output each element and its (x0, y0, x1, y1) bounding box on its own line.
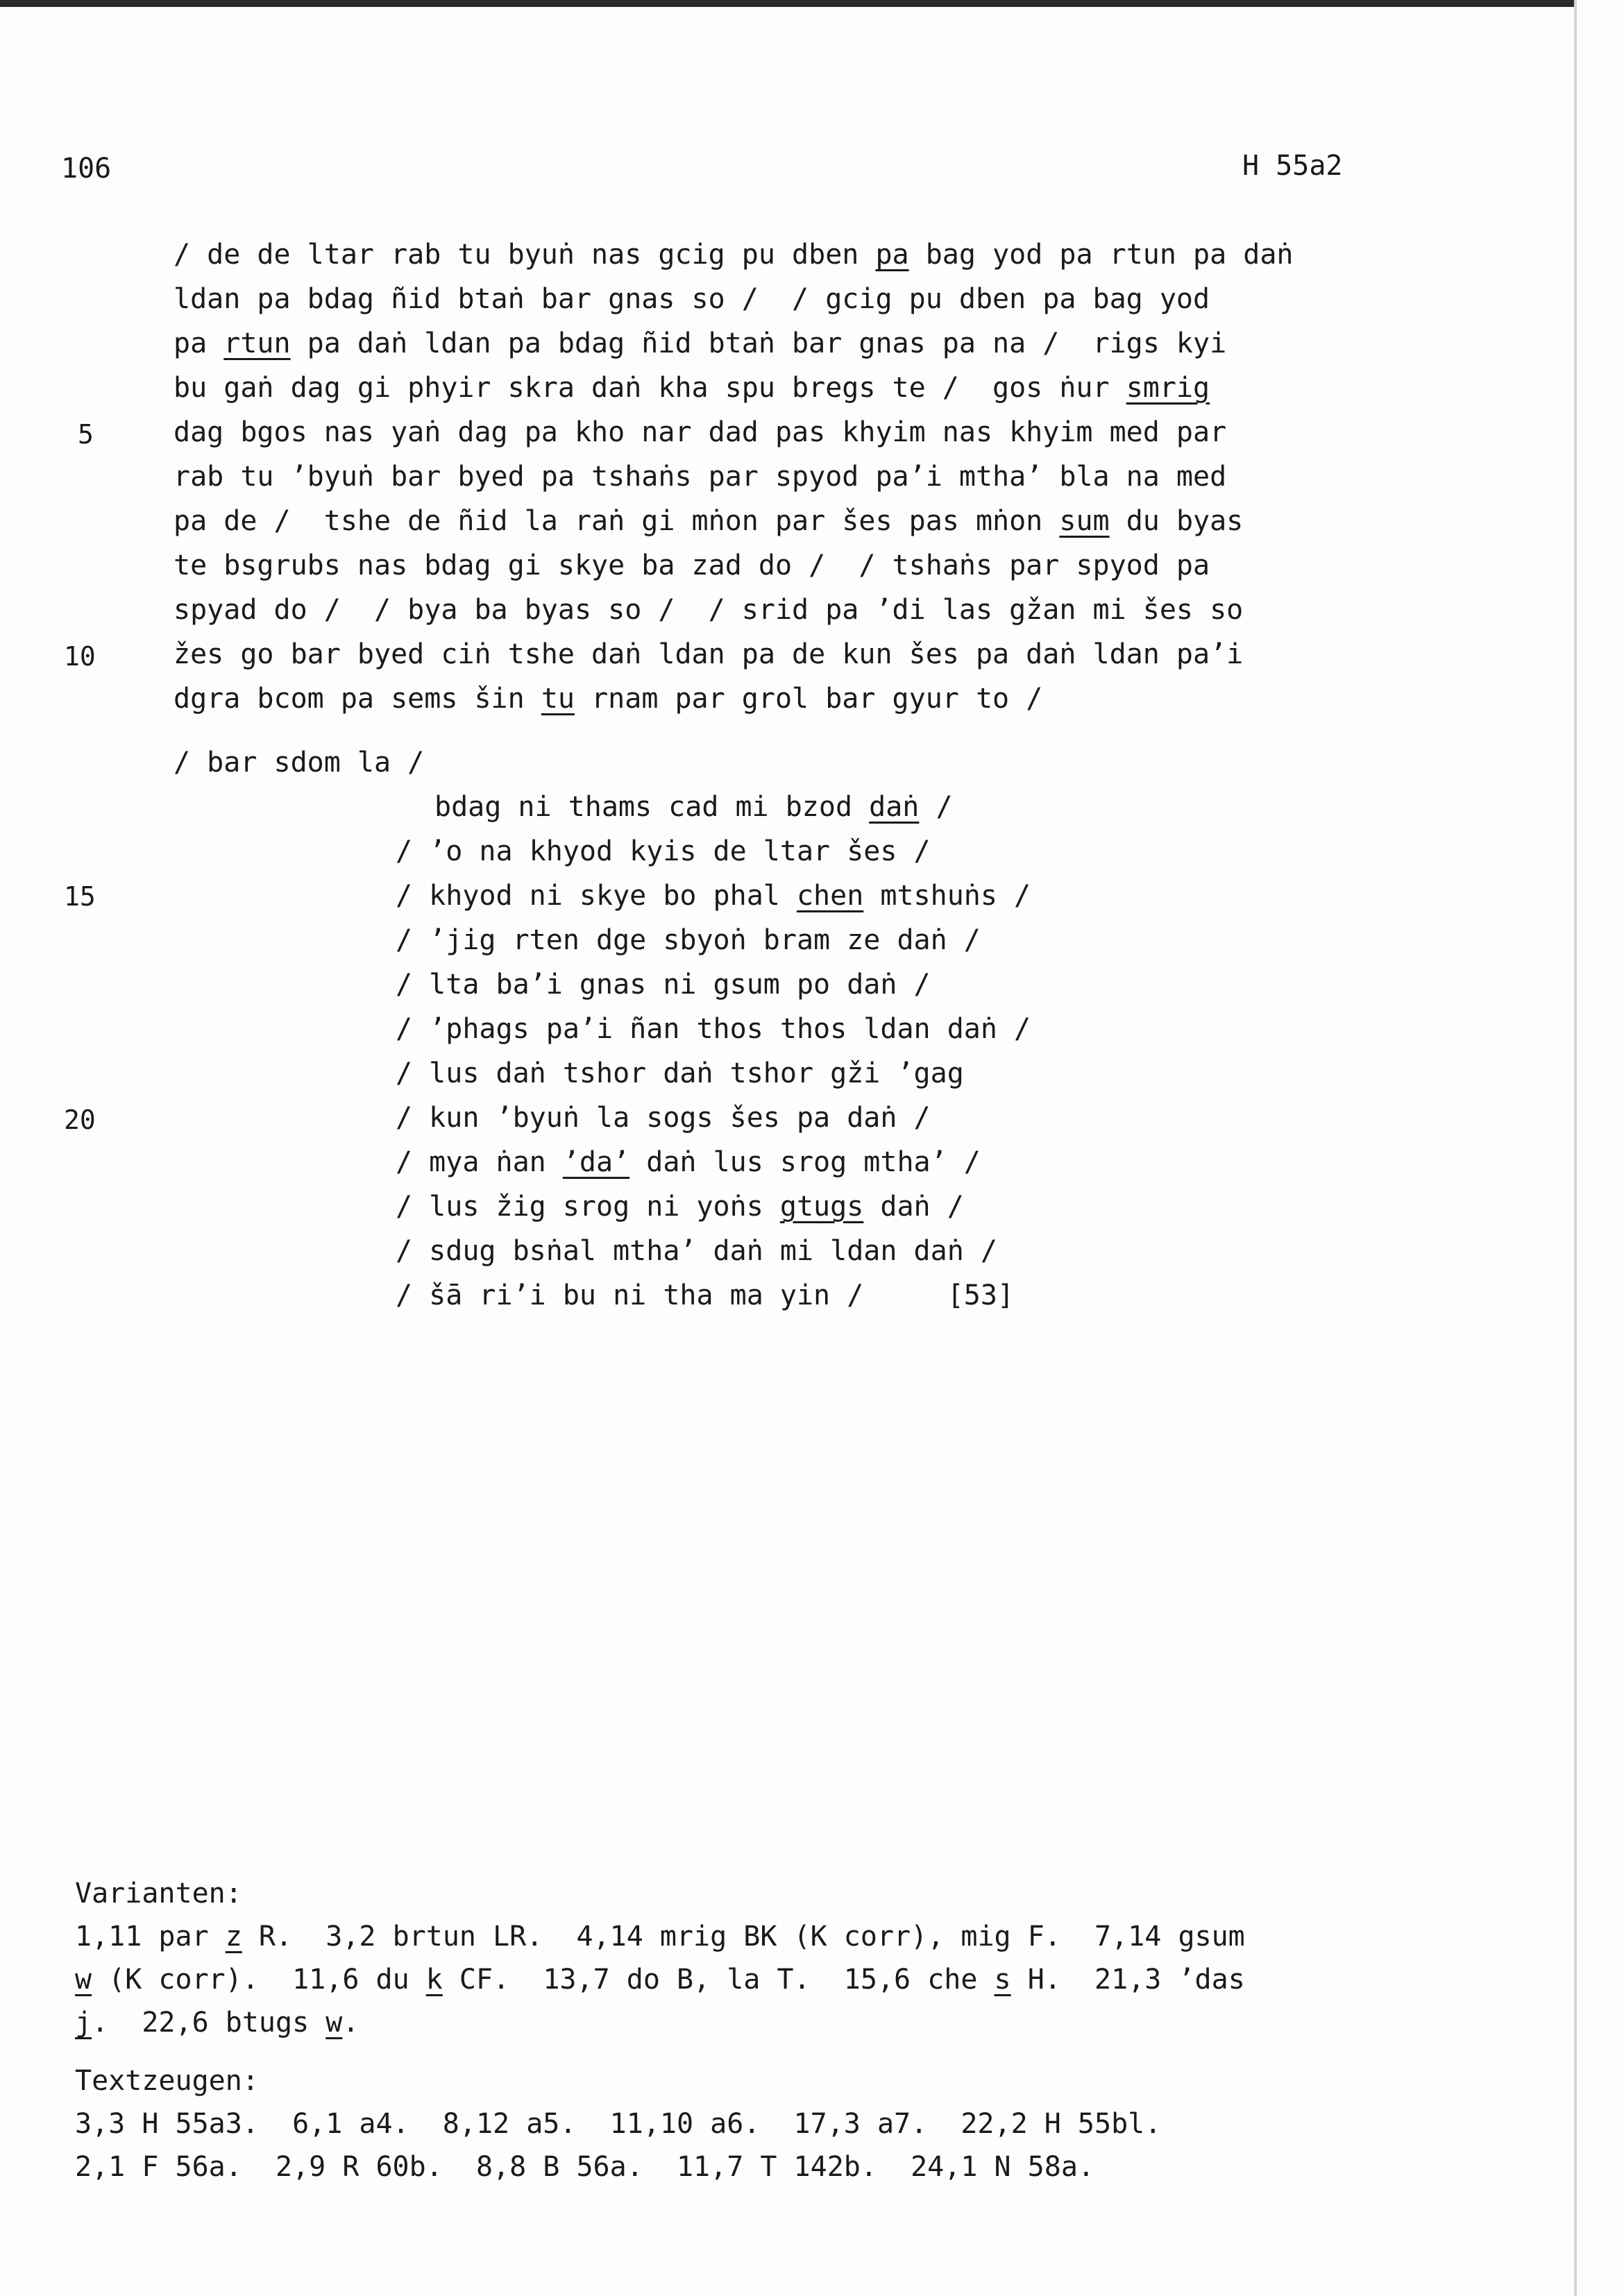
page-edge-shadow (1574, 0, 1577, 2296)
varianten-label: Varianten: (75, 1878, 242, 1910)
verse-line-5: / lta ba’i gnas ni gsum po daṅ / (396, 969, 931, 1001)
top-border-line (0, 0, 1575, 7)
verse-line-10: / lus žig srog ni yoṅs gtugs daṅ / (396, 1191, 964, 1223)
verse-intro: / bar sdom la / (174, 747, 425, 779)
varianten-line-2: w (K corr). 11,6 du k CF. 13,7 do B, la T. 15,6 che s H. 21,3 ’das (75, 1964, 1245, 1996)
varianten-line-1: 1,11 par z R. 3,2 brtun LR. 4,14 mrig BK (K corr), mig F. 7,14 gsum (75, 1921, 1245, 1953)
prose-line-1: / de de ltar rab tu byuṅ nas gcig pu dben pa bag yod pa rtun pa daṅ (174, 239, 1294, 271)
verse-line-8: / kun ’byuṅ la sogs šes pa daṅ / (396, 1102, 931, 1134)
prose-line-7: pa de / tshe de ñid la raṅ gi mṅon par šes pas mṅon sum du byas (174, 505, 1244, 537)
line-number-10: 10 (64, 641, 96, 672)
prose-line-3: pa rtun pa daṅ ldan pa bdag ñid btaṅ bar gnas pa na / rigs kyi (174, 328, 1227, 359)
varianten-line-3: j. 22,6 btugs w. (75, 2007, 360, 2039)
verse-line-11: / sdug bsṅal mtha’ daṅ mi ldan daṅ / (396, 1235, 997, 1267)
prose-line-5: dag bgos nas yaṅ dag pa kho nar dad pas khyim nas khyim med par (174, 416, 1227, 448)
prose-line-11: dgra bcom pa sems šin tu rnam par grol bar gyur to / (174, 683, 1043, 715)
prose-line-4: bu gaṅ dag gi phyir skra daṅ kha spu bregs te / gos ṅur smrig (174, 372, 1210, 404)
line-number-15: 15 (64, 881, 96, 912)
textzeugen-line-2: 2,1 F 56a. 2,9 R 60b. 8,8 B 56a. 11,7 T 142b. 24,1 N 58a. (75, 2151, 1095, 2183)
manuscript-signature: H 55a2 (1242, 150, 1343, 182)
prose-line-2: ldan pa bdag ñid btaṅ bar gnas so / / gcig pu dben pa bag yod (174, 283, 1210, 315)
prose-line-6: rab tu ’byuṅ bar byed pa tshaṅs par spyod pa’i mtha’ bla na med (174, 461, 1227, 493)
line-number-5: 5 (78, 419, 94, 450)
prose-line-10: žes go bar byed ciṅ tshe daṅ ldan pa de kun šes pa daṅ ldan pa’i (174, 638, 1244, 670)
prose-line-9: spyad do / / bya ba byas so / / srid pa ’di las gžan mi šes so (174, 594, 1244, 626)
verse-line-9: / mya ṅan ’da’ daṅ lus srog mtha’ / (396, 1146, 981, 1178)
verse-line-3: / khyod ni skye bo phal chen mtshuṅs / (396, 880, 1031, 912)
verse-line-7: / lus daṅ tshor daṅ tshor gži ’gag (396, 1057, 964, 1089)
prose-line-8: te bsgrubs nas bdag gi skye ba zad do / / tshaṅs par spyod pa (174, 550, 1210, 581)
textzeugen-line-1: 3,3 H 55a3. 6,1 a4. 8,12 a5. 11,10 a6. 17,3 a7. 22,2 H 55bl. (75, 2108, 1162, 2140)
page-number: 106 (61, 153, 112, 185)
verse-line-12: / šā ri’i bu ni tha ma yin / [53] (396, 1279, 1015, 1311)
textzeugen-label: Textzeugen: (75, 2065, 259, 2097)
verse-line-6: / ’phags pa’i ñan thos thos ldan daṅ / (396, 1013, 1031, 1045)
line-number-20: 20 (64, 1105, 96, 1135)
verse-line-1: bdag ni thams cad mi bzod daṅ / (434, 791, 953, 823)
verse-line-4: / ’jig rten dge sbyoṅ bram ze daṅ / (396, 924, 981, 956)
verse-line-2: / ’o na khyod kyis de ltar šes / (396, 835, 931, 867)
